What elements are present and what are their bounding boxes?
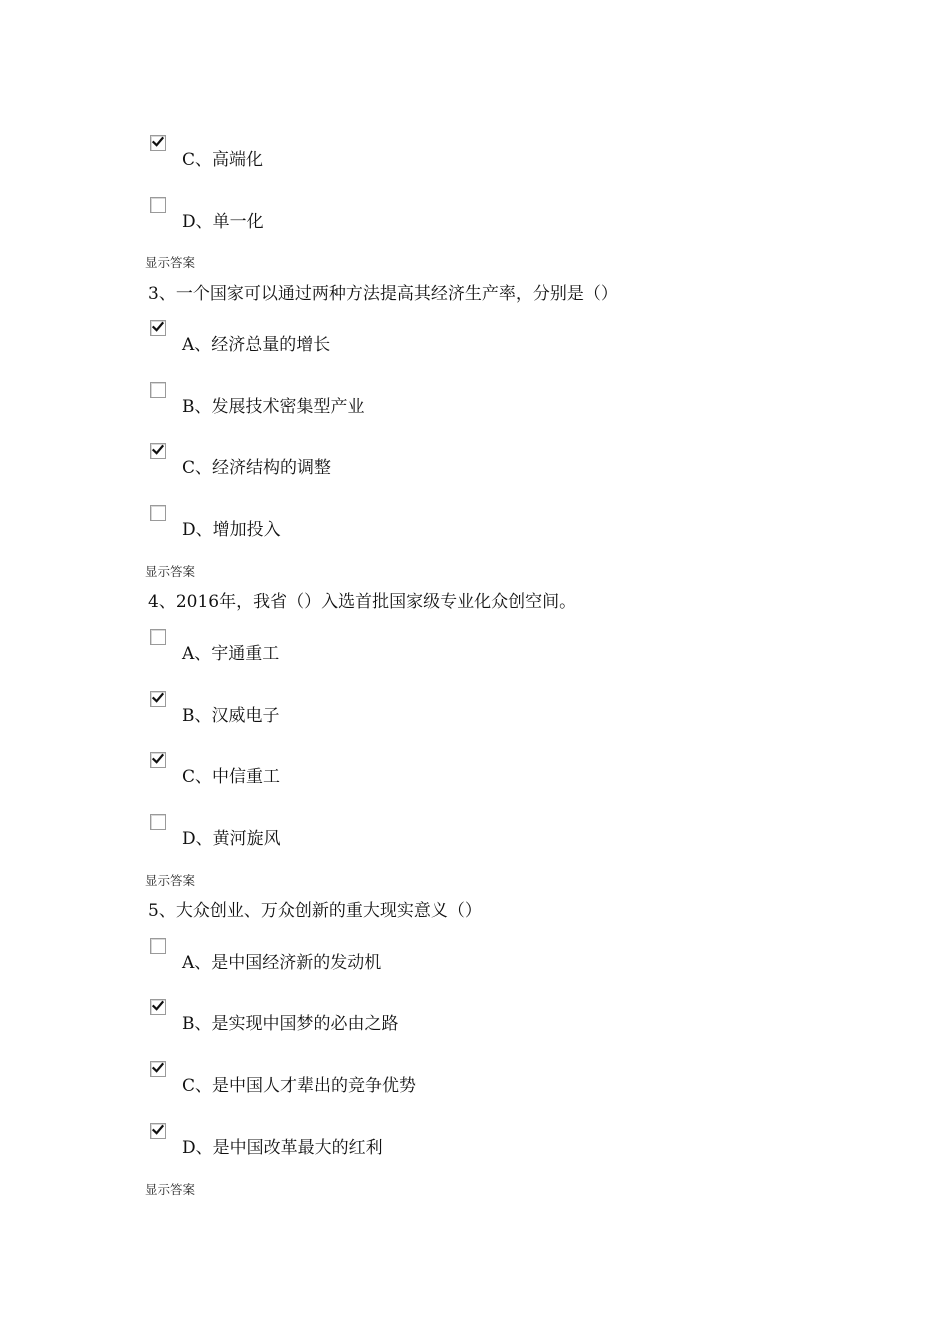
option-checkbox[interactable]: [150, 1123, 166, 1139]
option-checkbox[interactable]: [150, 197, 166, 213]
option-label: D、是中国改革最大的红利: [182, 1138, 383, 1158]
option-checkbox[interactable]: [150, 382, 166, 398]
checkmark-icon: [152, 1000, 164, 1012]
question-text: 3、一个国家可以通过两种方法提高其经济生产率，分别是（）: [148, 284, 618, 304]
option-checkbox[interactable]: [150, 135, 166, 151]
checkmark-icon: [152, 321, 164, 333]
option-checkbox[interactable]: [150, 320, 166, 336]
show-answer-link[interactable]: 显示答案: [145, 873, 196, 888]
option-label: D、单一化: [182, 212, 264, 232]
show-answer-link[interactable]: 显示答案: [145, 564, 196, 579]
question-text: 4、2016年，我省（）入选首批国家级专业化众创空间。: [148, 592, 577, 612]
checkmark-icon: [152, 136, 164, 148]
option-label: C、经济结构的调整: [182, 458, 332, 478]
option-label: D、增加投入: [182, 520, 281, 540]
option-checkbox[interactable]: [150, 691, 166, 707]
option-label: A、经济总量的增长: [182, 335, 331, 355]
show-answer-link[interactable]: 显示答案: [145, 255, 196, 270]
option-checkbox[interactable]: [150, 629, 166, 645]
option-label: C、是中国人才辈出的竞争优势: [182, 1076, 417, 1096]
checkmark-icon: [152, 1062, 164, 1074]
option-checkbox[interactable]: [150, 1061, 166, 1077]
option-label: C、高端化: [182, 150, 264, 170]
option-checkbox[interactable]: [150, 938, 166, 954]
option-checkbox[interactable]: [150, 999, 166, 1015]
option-checkbox[interactable]: [150, 752, 166, 768]
checkmark-icon: [152, 692, 164, 704]
option-label: B、发展技术密集型产业: [182, 397, 365, 417]
show-answer-link[interactable]: 显示答案: [145, 1182, 196, 1197]
option-label: A、是中国经济新的发动机: [182, 953, 382, 973]
option-label: A、宇通重工: [182, 644, 280, 664]
option-label: C、中信重工: [182, 767, 281, 787]
question-text: 5、大众创业、万众创新的重大现实意义（）: [148, 901, 482, 921]
checkmark-icon: [152, 1124, 164, 1136]
checkmark-icon: [152, 444, 164, 456]
checkmark-icon: [152, 753, 164, 765]
option-checkbox[interactable]: [150, 443, 166, 459]
option-label: B、是实现中国梦的必由之路: [182, 1014, 399, 1034]
option-label: D、黄河旋风: [182, 829, 281, 849]
option-label: B、汉威电子: [182, 706, 280, 726]
option-checkbox[interactable]: [150, 505, 166, 521]
option-checkbox[interactable]: [150, 814, 166, 830]
